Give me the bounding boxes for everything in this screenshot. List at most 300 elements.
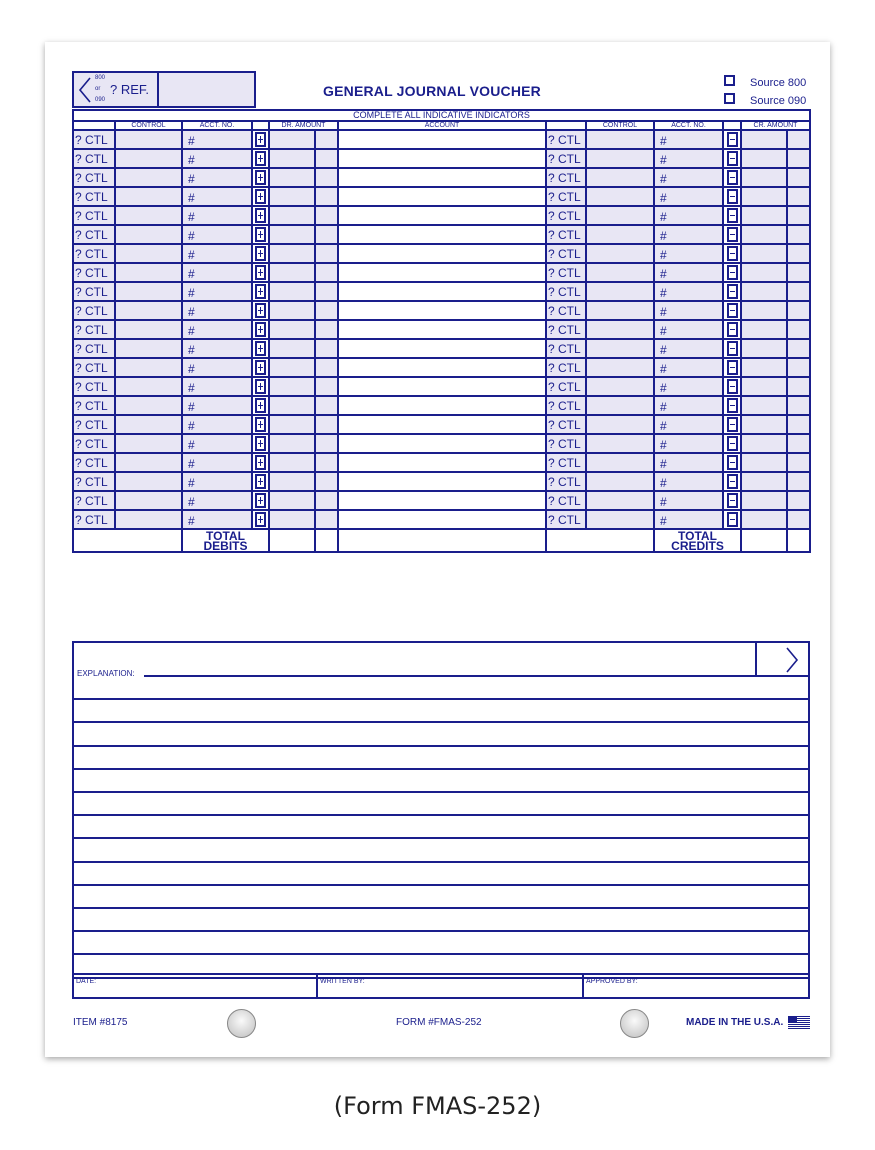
account-field[interactable] — [338, 263, 546, 282]
journal-row — [73, 187, 810, 206]
control-left-field[interactable] — [115, 320, 182, 339]
acct-no-right-field[interactable]: # — [654, 358, 723, 377]
dr-dollars-field[interactable] — [269, 396, 315, 415]
dr-cents-field[interactable] — [315, 130, 338, 149]
cr-cents-field[interactable] — [787, 244, 810, 263]
acct-no-left-field[interactable]: # — [182, 453, 252, 472]
ctl-left: ? CTL — [73, 396, 115, 415]
dr-dollars-field[interactable] — [269, 377, 315, 396]
control-right-field[interactable] — [586, 168, 654, 187]
source-800-label: Source 800 — [750, 77, 807, 89]
cr-cents-field[interactable] — [787, 130, 810, 149]
acct-no-right-field[interactable]: # — [654, 282, 723, 301]
cr-cents-field[interactable] — [787, 472, 810, 491]
dr-cents-field[interactable] — [315, 415, 338, 434]
acct-no-right-field[interactable]: # — [654, 187, 723, 206]
minus-box — [723, 168, 741, 187]
plus-icon — [255, 398, 266, 413]
chevron-left-icon — [78, 77, 92, 103]
col-cr-amount: CR. AMOUNT — [741, 121, 810, 130]
journal-row — [73, 282, 810, 301]
minus-box — [723, 225, 741, 244]
total-debits-dollars[interactable] — [269, 529, 315, 552]
acct-no-right-field[interactable]: # — [654, 320, 723, 339]
cr-cents-field[interactable] — [787, 187, 810, 206]
plus-icon — [255, 265, 266, 280]
plus-box — [252, 491, 269, 510]
cr-dollars-field[interactable] — [741, 168, 787, 187]
explanation-line — [74, 768, 808, 770]
ctl-right: ? CTL — [546, 491, 586, 510]
control-left-field[interactable] — [115, 453, 182, 472]
account-field[interactable] — [338, 415, 546, 434]
plus-icon — [255, 379, 266, 394]
acct-no-left-field[interactable]: # — [182, 320, 252, 339]
acct-no-right-field[interactable]: # — [654, 168, 723, 187]
control-right-field[interactable] — [586, 206, 654, 225]
plus-icon — [255, 455, 266, 470]
binder-hole-right — [620, 1009, 649, 1038]
journal-row — [73, 320, 810, 339]
ctl-right: ? CTL — [546, 244, 586, 263]
acct-no-right-field[interactable]: # — [654, 244, 723, 263]
ref-label: ? REF. — [110, 82, 150, 97]
ctl-right: ? CTL — [546, 453, 586, 472]
made-in-usa: MADE IN THE U.S.A. — [686, 1017, 784, 1028]
ctl-left: ? CTL — [73, 149, 115, 168]
dr-cents-field[interactable] — [315, 434, 338, 453]
acct-no-right-field[interactable]: # — [654, 415, 723, 434]
acct-no-left-field[interactable]: # — [182, 225, 252, 244]
col-ctl-left — [73, 121, 115, 130]
dr-cents-field[interactable] — [315, 472, 338, 491]
plus-icon — [255, 151, 266, 166]
binder-hole-left — [227, 1009, 256, 1038]
cr-cents-field[interactable] — [787, 263, 810, 282]
acct-no-right-field[interactable]: # — [654, 130, 723, 149]
control-right-field[interactable] — [586, 282, 654, 301]
cr-dollars-field[interactable] — [741, 263, 787, 282]
cr-dollars-field[interactable] — [741, 282, 787, 301]
ref-value-field[interactable] — [159, 71, 256, 108]
col-ctl-right — [546, 121, 586, 130]
minus-icon — [727, 284, 738, 299]
date-field[interactable]: DATE: — [76, 978, 97, 985]
acct-no-right-field[interactable]: # — [654, 206, 723, 225]
dr-cents-field[interactable] — [315, 206, 338, 225]
control-left-field[interactable] — [115, 377, 182, 396]
control-right-field[interactable] — [586, 453, 654, 472]
acct-no-right-field[interactable]: # — [654, 225, 723, 244]
plus-box — [252, 263, 269, 282]
explanation-line — [74, 884, 808, 886]
cr-dollars-field[interactable] — [741, 301, 787, 320]
cr-cents-field[interactable] — [787, 206, 810, 225]
dr-cents-field[interactable] — [315, 187, 338, 206]
acct-no-right-field[interactable]: # — [654, 396, 723, 415]
cr-cents-field[interactable] — [787, 358, 810, 377]
col-sign-left — [252, 121, 269, 130]
journal-row — [73, 358, 810, 377]
ctl-right: ? CTL — [546, 206, 586, 225]
total-credits-dollars[interactable] — [741, 529, 787, 552]
dr-dollars-field[interactable] — [269, 339, 315, 358]
control-left-field[interactable] — [115, 415, 182, 434]
control-left-field[interactable] — [115, 358, 182, 377]
total-credits-cents[interactable] — [787, 529, 810, 552]
acct-no-left-field[interactable]: # — [182, 244, 252, 263]
minus-box — [723, 263, 741, 282]
cr-dollars-field[interactable] — [741, 339, 787, 358]
journal-row — [73, 415, 810, 434]
acct-no-left-field[interactable]: # — [182, 510, 252, 529]
minus-icon — [727, 360, 738, 375]
ctl-left: ? CTL — [73, 282, 115, 301]
plus-box — [252, 301, 269, 320]
cr-dollars-field[interactable] — [741, 149, 787, 168]
acct-no-right-field[interactable]: # — [654, 377, 723, 396]
ctl-left: ? CTL — [73, 130, 115, 149]
cr-dollars-field[interactable] — [741, 244, 787, 263]
arrow-box — [755, 643, 808, 676]
cr-dollars-field[interactable] — [741, 472, 787, 491]
acct-no-left-field[interactable]: # — [182, 491, 252, 510]
cr-cents-field[interactable] — [787, 282, 810, 301]
cr-cents-field[interactable] — [787, 434, 810, 453]
dr-dollars-field[interactable] — [269, 320, 315, 339]
dr-cents-field[interactable] — [315, 301, 338, 320]
control-right-field[interactable] — [586, 301, 654, 320]
ctl-right: ? CTL — [546, 415, 586, 434]
ctl-right: ? CTL — [546, 168, 586, 187]
acct-no-right-field[interactable]: # — [654, 472, 723, 491]
explanation-line — [74, 930, 808, 932]
journal-row — [73, 453, 810, 472]
dr-dollars-field[interactable] — [269, 434, 315, 453]
acct-no-right-field[interactable]: # — [654, 453, 723, 472]
ctl-right: ? CTL — [546, 130, 586, 149]
cr-cents-field[interactable] — [787, 149, 810, 168]
dr-dollars-field[interactable] — [269, 491, 315, 510]
control-left-field[interactable] — [115, 472, 182, 491]
acct-no-left-field[interactable]: # — [182, 396, 252, 415]
ctl-left: ? CTL — [73, 491, 115, 510]
col-acct-no-right: ACCT. NO. — [654, 121, 723, 130]
cr-dollars-field[interactable] — [741, 453, 787, 472]
dr-dollars-field[interactable] — [269, 453, 315, 472]
control-left-field[interactable] — [115, 149, 182, 168]
plus-box — [252, 282, 269, 301]
control-right-field[interactable] — [586, 377, 654, 396]
cr-dollars-field[interactable] — [741, 510, 787, 529]
ctl-left: ? CTL — [73, 415, 115, 434]
source-090-checkbox[interactable] — [724, 93, 735, 104]
account-field[interactable] — [338, 168, 546, 187]
dr-cents-field[interactable] — [315, 168, 338, 187]
acct-no-left-field[interactable]: # — [182, 130, 252, 149]
acct-no-left-field[interactable]: # — [182, 415, 252, 434]
dr-cents-field[interactable] — [315, 358, 338, 377]
acct-no-right-field[interactable]: # — [654, 491, 723, 510]
dr-dollars-field[interactable] — [269, 415, 315, 434]
cr-dollars-field[interactable] — [741, 358, 787, 377]
ctl-left: ? CTL — [73, 187, 115, 206]
plus-icon — [255, 360, 266, 375]
cr-cents-field[interactable] — [787, 377, 810, 396]
control-right-field[interactable] — [586, 491, 654, 510]
acct-no-right-field[interactable]: # — [654, 510, 723, 529]
ctl-left: ? CTL — [73, 339, 115, 358]
control-left-field[interactable] — [115, 187, 182, 206]
dr-dollars-field[interactable] — [269, 510, 315, 529]
control-right-field[interactable] — [586, 358, 654, 377]
chevron-right-icon — [785, 647, 799, 673]
acct-no-right-field[interactable]: # — [654, 149, 723, 168]
plus-icon — [255, 208, 266, 223]
acct-no-left-field[interactable]: # — [182, 472, 252, 491]
total-credits-label: TOTAL CREDITS — [654, 529, 741, 552]
control-left-field[interactable] — [115, 396, 182, 415]
control-right-field[interactable] — [586, 244, 654, 263]
minus-icon — [727, 132, 738, 147]
minus-icon — [727, 512, 738, 527]
approved-by-field[interactable]: APPROVED BY: — [582, 975, 808, 997]
cr-cents-field[interactable] — [787, 339, 810, 358]
explanation-line — [74, 721, 808, 723]
dr-dollars-field[interactable] — [269, 206, 315, 225]
written-by-field[interactable]: WRITTEN BY: — [316, 975, 582, 997]
cr-cents-field[interactable] — [787, 415, 810, 434]
minus-icon — [727, 189, 738, 204]
control-left-field[interactable] — [115, 263, 182, 282]
minus-icon — [727, 170, 738, 185]
acct-no-left-field[interactable]: # — [182, 263, 252, 282]
ref-box[interactable] — [72, 71, 159, 108]
ctl-right: ? CTL — [546, 263, 586, 282]
control-right-field[interactable] — [586, 472, 654, 491]
minus-box — [723, 396, 741, 415]
explanation-line — [74, 698, 808, 700]
minus-icon — [727, 341, 738, 356]
control-right-field[interactable] — [586, 149, 654, 168]
cr-cents-field[interactable] — [787, 168, 810, 187]
account-field[interactable] — [338, 510, 546, 529]
control-left-field[interactable] — [115, 244, 182, 263]
dr-cents-field[interactable] — [315, 339, 338, 358]
control-left-field[interactable] — [115, 168, 182, 187]
account-field[interactable] — [338, 377, 546, 396]
cr-dollars-field[interactable] — [741, 396, 787, 415]
account-field[interactable] — [338, 149, 546, 168]
cr-dollars-field[interactable] — [741, 187, 787, 206]
account-field[interactable] — [338, 282, 546, 301]
dr-cents-field[interactable] — [315, 377, 338, 396]
account-field[interactable] — [338, 206, 546, 225]
control-left-field[interactable] — [115, 434, 182, 453]
minus-icon — [727, 227, 738, 242]
cr-dollars-field[interactable] — [741, 320, 787, 339]
source-090-label: Source 090 — [750, 95, 807, 107]
plus-icon — [255, 170, 266, 185]
ctl-left: ? CTL — [73, 263, 115, 282]
account-field[interactable] — [338, 320, 546, 339]
minus-icon — [727, 379, 738, 394]
dr-dollars-field[interactable] — [269, 263, 315, 282]
acct-no-left-field[interactable]: # — [182, 168, 252, 187]
minus-icon — [727, 246, 738, 261]
journal-row — [73, 301, 810, 320]
ctl-right: ? CTL — [546, 149, 586, 168]
acct-no-left-field[interactable]: # — [182, 282, 252, 301]
account-field[interactable] — [338, 187, 546, 206]
ctl-right: ? CTL — [546, 472, 586, 491]
dr-cents-field[interactable] — [315, 244, 338, 263]
dr-dollars-field[interactable] — [269, 149, 315, 168]
acct-no-left-field[interactable]: # — [182, 301, 252, 320]
control-right-field[interactable] — [586, 415, 654, 434]
acct-no-left-field[interactable]: # — [182, 149, 252, 168]
control-right-field[interactable] — [586, 130, 654, 149]
cr-dollars-field[interactable] — [741, 491, 787, 510]
minus-box — [723, 301, 741, 320]
control-left-field[interactable] — [115, 339, 182, 358]
acct-no-left-field[interactable]: # — [182, 358, 252, 377]
cr-cents-field[interactable] — [787, 453, 810, 472]
cr-dollars-field[interactable] — [741, 130, 787, 149]
acct-no-right-field[interactable]: # — [654, 434, 723, 453]
source-800-checkbox[interactable] — [724, 75, 735, 86]
account-field[interactable] — [338, 434, 546, 453]
dr-dollars-field[interactable] — [269, 225, 315, 244]
ctl-right: ? CTL — [546, 301, 586, 320]
minus-icon — [727, 265, 738, 280]
account-field[interactable] — [338, 130, 546, 149]
acct-no-left-field[interactable]: # — [182, 339, 252, 358]
ctl-right: ? CTL — [546, 434, 586, 453]
control-left-field[interactable] — [115, 301, 182, 320]
cr-cents-field[interactable] — [787, 301, 810, 320]
account-field[interactable] — [338, 225, 546, 244]
cr-cents-field[interactable] — [787, 320, 810, 339]
cr-dollars-field[interactable] — [741, 377, 787, 396]
acct-no-left-field[interactable]: # — [182, 434, 252, 453]
cr-cents-field[interactable] — [787, 225, 810, 244]
dr-dollars-field[interactable] — [269, 358, 315, 377]
ref-small-top: 800 — [95, 75, 106, 81]
account-field[interactable] — [338, 491, 546, 510]
dr-cents-field[interactable] — [315, 491, 338, 510]
dr-cents-field[interactable] — [315, 282, 338, 301]
acct-no-left-field[interactable]: # — [182, 206, 252, 225]
dr-cents-field[interactable] — [315, 396, 338, 415]
cr-dollars-field[interactable] — [741, 225, 787, 244]
acct-no-left-field[interactable]: # — [182, 377, 252, 396]
account-field[interactable] — [338, 244, 546, 263]
col-control-right: CONTROL — [586, 121, 654, 130]
col-account: ACCOUNT — [338, 121, 546, 130]
account-field[interactable] — [338, 396, 546, 415]
journal-row — [73, 377, 810, 396]
dr-dollars-field[interactable] — [269, 130, 315, 149]
col-sign-right — [723, 121, 741, 130]
account-field[interactable] — [338, 339, 546, 358]
plus-icon — [255, 512, 266, 527]
control-right-field[interactable] — [586, 339, 654, 358]
control-left-field[interactable] — [115, 225, 182, 244]
acct-no-right-field[interactable]: # — [654, 263, 723, 282]
journal-row — [73, 244, 810, 263]
journal-row — [73, 149, 810, 168]
dr-cents-field[interactable] — [315, 225, 338, 244]
dr-cents-field[interactable] — [315, 510, 338, 529]
dr-cents-field[interactable] — [315, 263, 338, 282]
minus-icon — [727, 208, 738, 223]
acct-no-left-field[interactable]: # — [182, 187, 252, 206]
dr-dollars-field[interactable] — [269, 472, 315, 491]
cr-dollars-field[interactable] — [741, 415, 787, 434]
cr-cents-field[interactable] — [787, 396, 810, 415]
control-right-field[interactable] — [586, 225, 654, 244]
account-field[interactable] — [338, 358, 546, 377]
control-right-field[interactable] — [586, 510, 654, 529]
dr-dollars-field[interactable] — [269, 244, 315, 263]
cr-cents-field[interactable] — [787, 510, 810, 529]
journal-row — [73, 491, 810, 510]
control-right-field[interactable] — [586, 263, 654, 282]
dr-dollars-field[interactable] — [269, 168, 315, 187]
total-debits-cents[interactable] — [315, 529, 338, 552]
control-right-field[interactable] — [586, 187, 654, 206]
control-left-field[interactable] — [115, 510, 182, 529]
cr-dollars-field[interactable] — [741, 206, 787, 225]
dr-cents-field[interactable] — [315, 320, 338, 339]
control-left-field[interactable] — [115, 491, 182, 510]
control-left-field[interactable] — [115, 282, 182, 301]
minus-icon — [727, 398, 738, 413]
control-right-field[interactable] — [586, 320, 654, 339]
minus-box — [723, 491, 741, 510]
journal-row — [73, 339, 810, 358]
dr-dollars-field[interactable] — [269, 282, 315, 301]
control-left-field[interactable] — [115, 130, 182, 149]
plus-icon — [255, 322, 266, 337]
dr-dollars-field[interactable] — [269, 301, 315, 320]
plus-icon — [255, 436, 266, 451]
minus-box — [723, 320, 741, 339]
minus-box — [723, 377, 741, 396]
dr-cents-field[interactable] — [315, 453, 338, 472]
minus-box — [723, 206, 741, 225]
control-right-field[interactable] — [586, 396, 654, 415]
dr-dollars-field[interactable] — [269, 187, 315, 206]
journal-grid — [72, 109, 811, 553]
account-field[interactable] — [338, 472, 546, 491]
cr-cents-field[interactable] — [787, 491, 810, 510]
minus-box — [723, 149, 741, 168]
dr-cents-field[interactable] — [315, 149, 338, 168]
acct-no-right-field[interactable]: # — [654, 301, 723, 320]
account-field[interactable] — [338, 301, 546, 320]
minus-icon — [727, 322, 738, 337]
acct-no-right-field[interactable]: # — [654, 339, 723, 358]
plus-icon — [255, 132, 266, 147]
minus-box — [723, 472, 741, 491]
cr-dollars-field[interactable] — [741, 434, 787, 453]
explanation-area[interactable] — [72, 641, 810, 975]
account-field[interactable] — [338, 453, 546, 472]
control-right-field[interactable] — [586, 434, 654, 453]
control-left-field[interactable] — [115, 206, 182, 225]
